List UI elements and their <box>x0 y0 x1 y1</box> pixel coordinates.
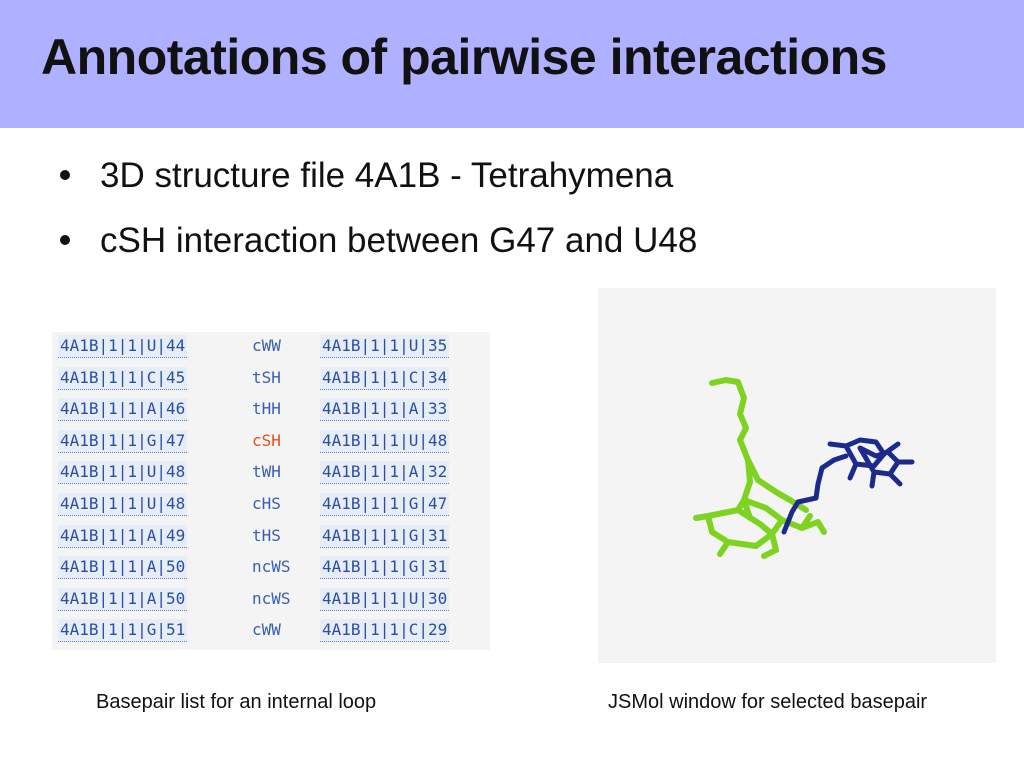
interaction-link[interactable]: cWW <box>252 336 281 355</box>
unit1-link[interactable]: 4A1B|1|1|A|49 <box>58 525 187 548</box>
molecule-render <box>598 288 996 663</box>
green-sub3 <box>696 516 708 518</box>
basepair-row <box>52 395 490 427</box>
basepair-row <box>52 332 490 364</box>
bullet-item <box>60 221 697 286</box>
bullet-dot-icon <box>60 170 70 180</box>
interaction-link[interactable]: tHH <box>252 399 281 419</box>
unit1-link[interactable]: 4A1B|1|1|U|48 <box>58 461 187 484</box>
interaction-link[interactable]: tWH <box>252 462 281 482</box>
unit1-link[interactable]: 4A1B|1|1|A|46 <box>58 398 187 421</box>
interaction-link[interactable]: tHS <box>252 525 281 545</box>
blue-nucleotide <box>784 440 912 532</box>
unit1-link[interactable]: 4A1B|1|1|U|48 <box>58 493 187 516</box>
basepair-row <box>52 364 490 396</box>
unit2-link[interactable]: 4A1B|1|1|A|33 <box>320 398 449 421</box>
interaction-link[interactable]: cWW <box>252 620 281 640</box>
interaction-link[interactable]: ncWS <box>252 588 291 608</box>
blue-sub3 <box>850 464 856 478</box>
basepair-row <box>52 585 490 617</box>
jsmol-caption: JSMol window for selected basepair <box>608 691 928 713</box>
unit2-link[interactable]: 4A1B|1|1|U|48 <box>320 430 449 453</box>
unit1-link[interactable]: 4A1B|1|1|C|45 <box>58 367 187 390</box>
interaction-link[interactable]: tSH <box>252 367 281 387</box>
unit1-link[interactable]: 4A1B|1|1|A|50 <box>58 556 187 579</box>
unit2-link[interactable]: 4A1B|1|1|C|34 <box>320 367 449 390</box>
green-sub2 <box>720 542 728 554</box>
unit1-link[interactable]: 4A1B|1|1|G|51 <box>58 619 187 642</box>
unit2-link[interactable]: 4A1B|1|1|G|31 <box>320 525 449 548</box>
blue-sub6 <box>890 474 900 484</box>
green-ring <box>708 510 772 546</box>
unit2-link[interactable]: 4A1B|1|1|G|47 <box>320 493 449 516</box>
unit2-link[interactable]: 4A1B|1|1|U|35 <box>320 335 449 358</box>
unit2-link[interactable]: 4A1B|1|1|C|29 <box>320 619 449 642</box>
blue-sub5 <box>830 444 846 446</box>
bullet-text: cSH interaction between G47 and U48 <box>100 221 698 260</box>
unit1-link[interactable]: 4A1B|1|1|U|44 <box>58 335 187 358</box>
basepair-row <box>52 616 490 648</box>
basepair-row <box>52 553 490 585</box>
unit2-link[interactable]: 4A1B|1|1|A|32 <box>320 461 449 484</box>
basepair-list-caption: Basepair list for an internal loop <box>96 691 377 713</box>
green-nucleotide <box>696 380 824 556</box>
basepair-row <box>52 522 490 554</box>
blue-sub4 <box>872 472 874 486</box>
bullet-item <box>60 156 697 221</box>
interaction-link[interactable]: ncWS <box>252 557 291 577</box>
unit2-link[interactable]: 4A1B|1|1|U|30 <box>320 588 449 611</box>
bullet-list <box>60 156 697 286</box>
blue-link <box>822 456 846 468</box>
interaction-link-selected[interactable]: cSH <box>252 430 281 450</box>
basepair-row <box>52 458 490 490</box>
interaction-link[interactable]: cHS <box>252 494 281 513</box>
green-backbone <box>712 380 750 482</box>
unit1-link[interactable]: 4A1B|1|1|G|47 <box>58 430 187 453</box>
unit1-link[interactable]: 4A1B|1|1|A|50 <box>58 588 187 611</box>
jsmol-viewer[interactable] <box>598 288 996 663</box>
basepair-list-panel <box>52 332 490 650</box>
unit2-link[interactable]: 4A1B|1|1|G|31 <box>320 556 449 579</box>
bullet-dot-icon <box>60 235 70 245</box>
bullet-text: 3D structure file 4A1B - Tetrahymena <box>100 156 674 195</box>
slide-title: Annotations of pairwise interactions <box>41 29 887 85</box>
basepair-row <box>52 490 490 522</box>
basepair-row <box>52 427 490 459</box>
